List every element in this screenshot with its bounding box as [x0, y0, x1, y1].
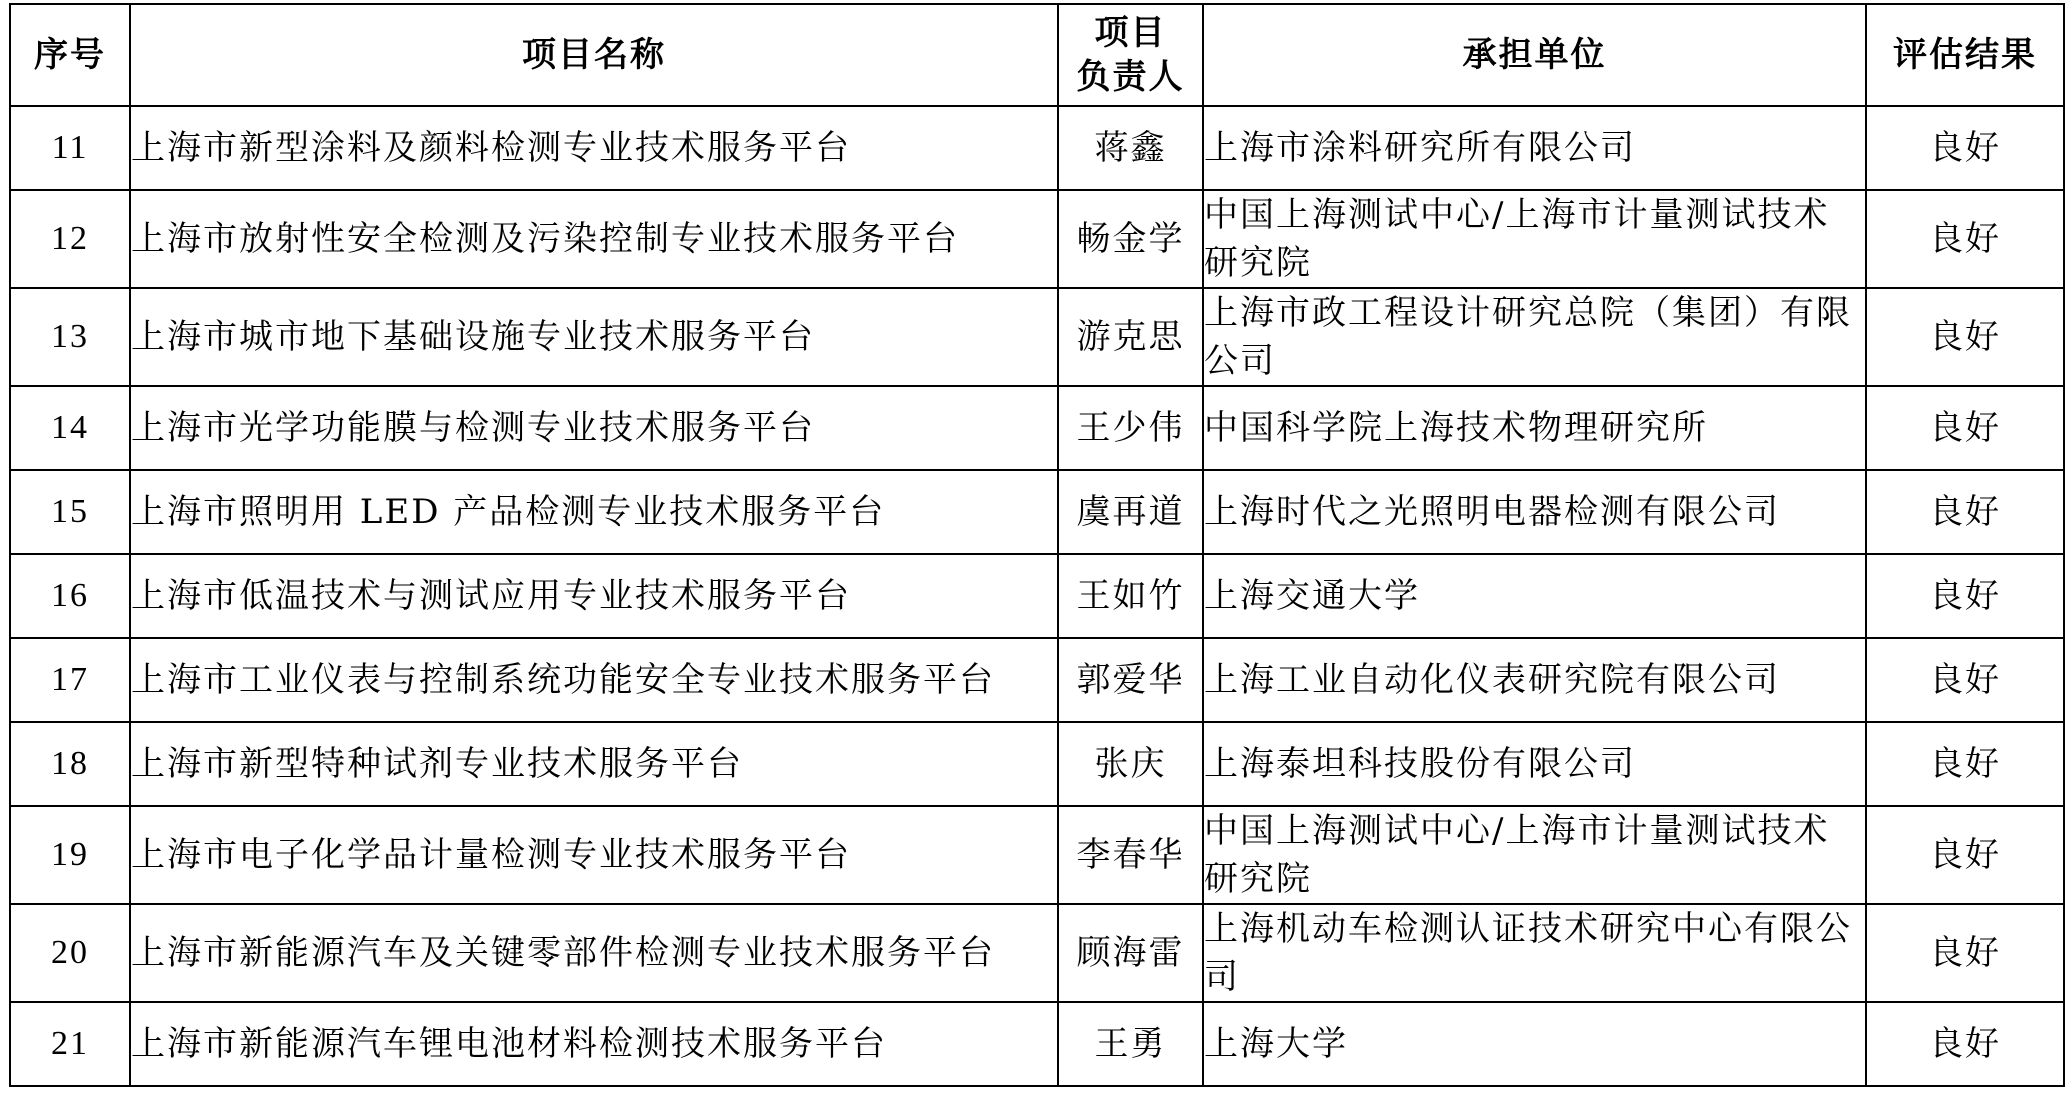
cell-index: 14 [10, 386, 130, 470]
cell-result: 良好 [1866, 106, 2064, 190]
cell-project-name: 上海市电子化学品计量检测专业技术服务平台 [130, 806, 1058, 904]
cell-index: 18 [10, 722, 130, 806]
cell-project-name: 上海市低温技术与测试应用专业技术服务平台 [130, 554, 1058, 638]
cell-index: 15 [10, 470, 130, 554]
cell-leader: 畅金学 [1058, 190, 1203, 288]
cell-leader: 王少伟 [1058, 386, 1203, 470]
cell-index: 20 [10, 904, 130, 1002]
cell-project-name: 上海市新能源汽车及关键零部件检测专业技术服务平台 [130, 904, 1058, 1002]
table-row [10, 554, 2064, 638]
header-unit: 承担单位 [1203, 4, 1866, 106]
header-leader-line1: 项目 [1094, 13, 1167, 53]
cell-project-name: 上海市新型特种试剂专业技术服务平台 [130, 722, 1058, 806]
cell-index: 13 [10, 288, 130, 386]
cell-leader: 王如竹 [1058, 554, 1203, 638]
cell-project-name: 上海市工业仪表与控制系统功能安全专业技术服务平台 [130, 638, 1058, 722]
cell-leader: 蒋鑫 [1058, 106, 1203, 190]
table-row [10, 1002, 2064, 1086]
header-index: 序号 [10, 4, 130, 106]
cell-index: 17 [10, 638, 130, 722]
cell-unit: 上海时代之光照明电器检测有限公司 [1203, 470, 1866, 554]
table-row [10, 470, 2064, 554]
table-row [10, 190, 2064, 288]
cell-unit: 上海市政工程设计研究总院（集团）有限公司 [1203, 288, 1866, 386]
cell-unit: 上海交通大学 [1203, 554, 1866, 638]
cell-unit: 上海市涂料研究所有限公司 [1203, 106, 1866, 190]
cell-leader: 顾海雷 [1058, 904, 1203, 1002]
cell-index: 21 [10, 1002, 130, 1086]
cell-index: 19 [10, 806, 130, 904]
header-name: 项目名称 [130, 4, 1058, 106]
cell-unit: 中国上海测试中心/上海市计量测试技术研究院 [1203, 806, 1866, 904]
cell-leader: 游克思 [1058, 288, 1203, 386]
table-row [10, 288, 2064, 386]
cell-result: 良好 [1866, 806, 2064, 904]
cell-result: 良好 [1866, 288, 2064, 386]
cell-leader: 张庆 [1058, 722, 1203, 806]
cell-unit: 中国上海测试中心/上海市计量测试技术研究院 [1203, 190, 1866, 288]
cell-project-name: 上海市照明用 LED 产品检测专业技术服务平台 [130, 470, 1058, 554]
cell-result: 良好 [1866, 1002, 2064, 1086]
cell-unit: 中国科学院上海技术物理研究所 [1203, 386, 1866, 470]
cell-result: 良好 [1866, 190, 2064, 288]
table-row [10, 806, 2064, 904]
header-leader [1058, 4, 1203, 106]
cell-leader: 郭爱华 [1058, 638, 1203, 722]
cell-leader: 王勇 [1058, 1002, 1203, 1086]
cell-result: 良好 [1866, 638, 2064, 722]
table-header-row [10, 4, 2064, 106]
table-row [10, 904, 2064, 1002]
cell-project-name: 上海市光学功能膜与检测专业技术服务平台 [130, 386, 1058, 470]
cell-project-name: 上海市城市地下基础设施专业技术服务平台 [130, 288, 1058, 386]
evaluation-table [9, 3, 2065, 1087]
cell-project-name: 上海市放射性安全检测及污染控制专业技术服务平台 [130, 190, 1058, 288]
cell-index: 12 [10, 190, 130, 288]
cell-index: 11 [10, 106, 130, 190]
table-row [10, 722, 2064, 806]
cell-project-name: 上海市新能源汽车锂电池材料检测技术服务平台 [130, 1002, 1058, 1086]
cell-unit: 上海工业自动化仪表研究院有限公司 [1203, 638, 1866, 722]
cell-result: 良好 [1866, 904, 2064, 1002]
cell-result: 良好 [1866, 470, 2064, 554]
cell-result: 良好 [1866, 554, 2064, 638]
cell-project-name: 上海市新型涂料及颜料检测专业技术服务平台 [130, 106, 1058, 190]
header-leader-line2: 负责人 [1076, 57, 1185, 97]
table-row [10, 638, 2064, 722]
cell-leader: 李春华 [1058, 806, 1203, 904]
header-result: 评估结果 [1866, 4, 2064, 106]
cell-result: 良好 [1866, 722, 2064, 806]
cell-unit: 上海泰坦科技股份有限公司 [1203, 722, 1866, 806]
cell-unit: 上海机动车检测认证技术研究中心有限公司 [1203, 904, 1866, 1002]
cell-unit: 上海大学 [1203, 1002, 1866, 1086]
table-row [10, 106, 2064, 190]
cell-result: 良好 [1866, 386, 2064, 470]
cell-index: 16 [10, 554, 130, 638]
table-row [10, 386, 2064, 470]
cell-leader: 虞再道 [1058, 470, 1203, 554]
